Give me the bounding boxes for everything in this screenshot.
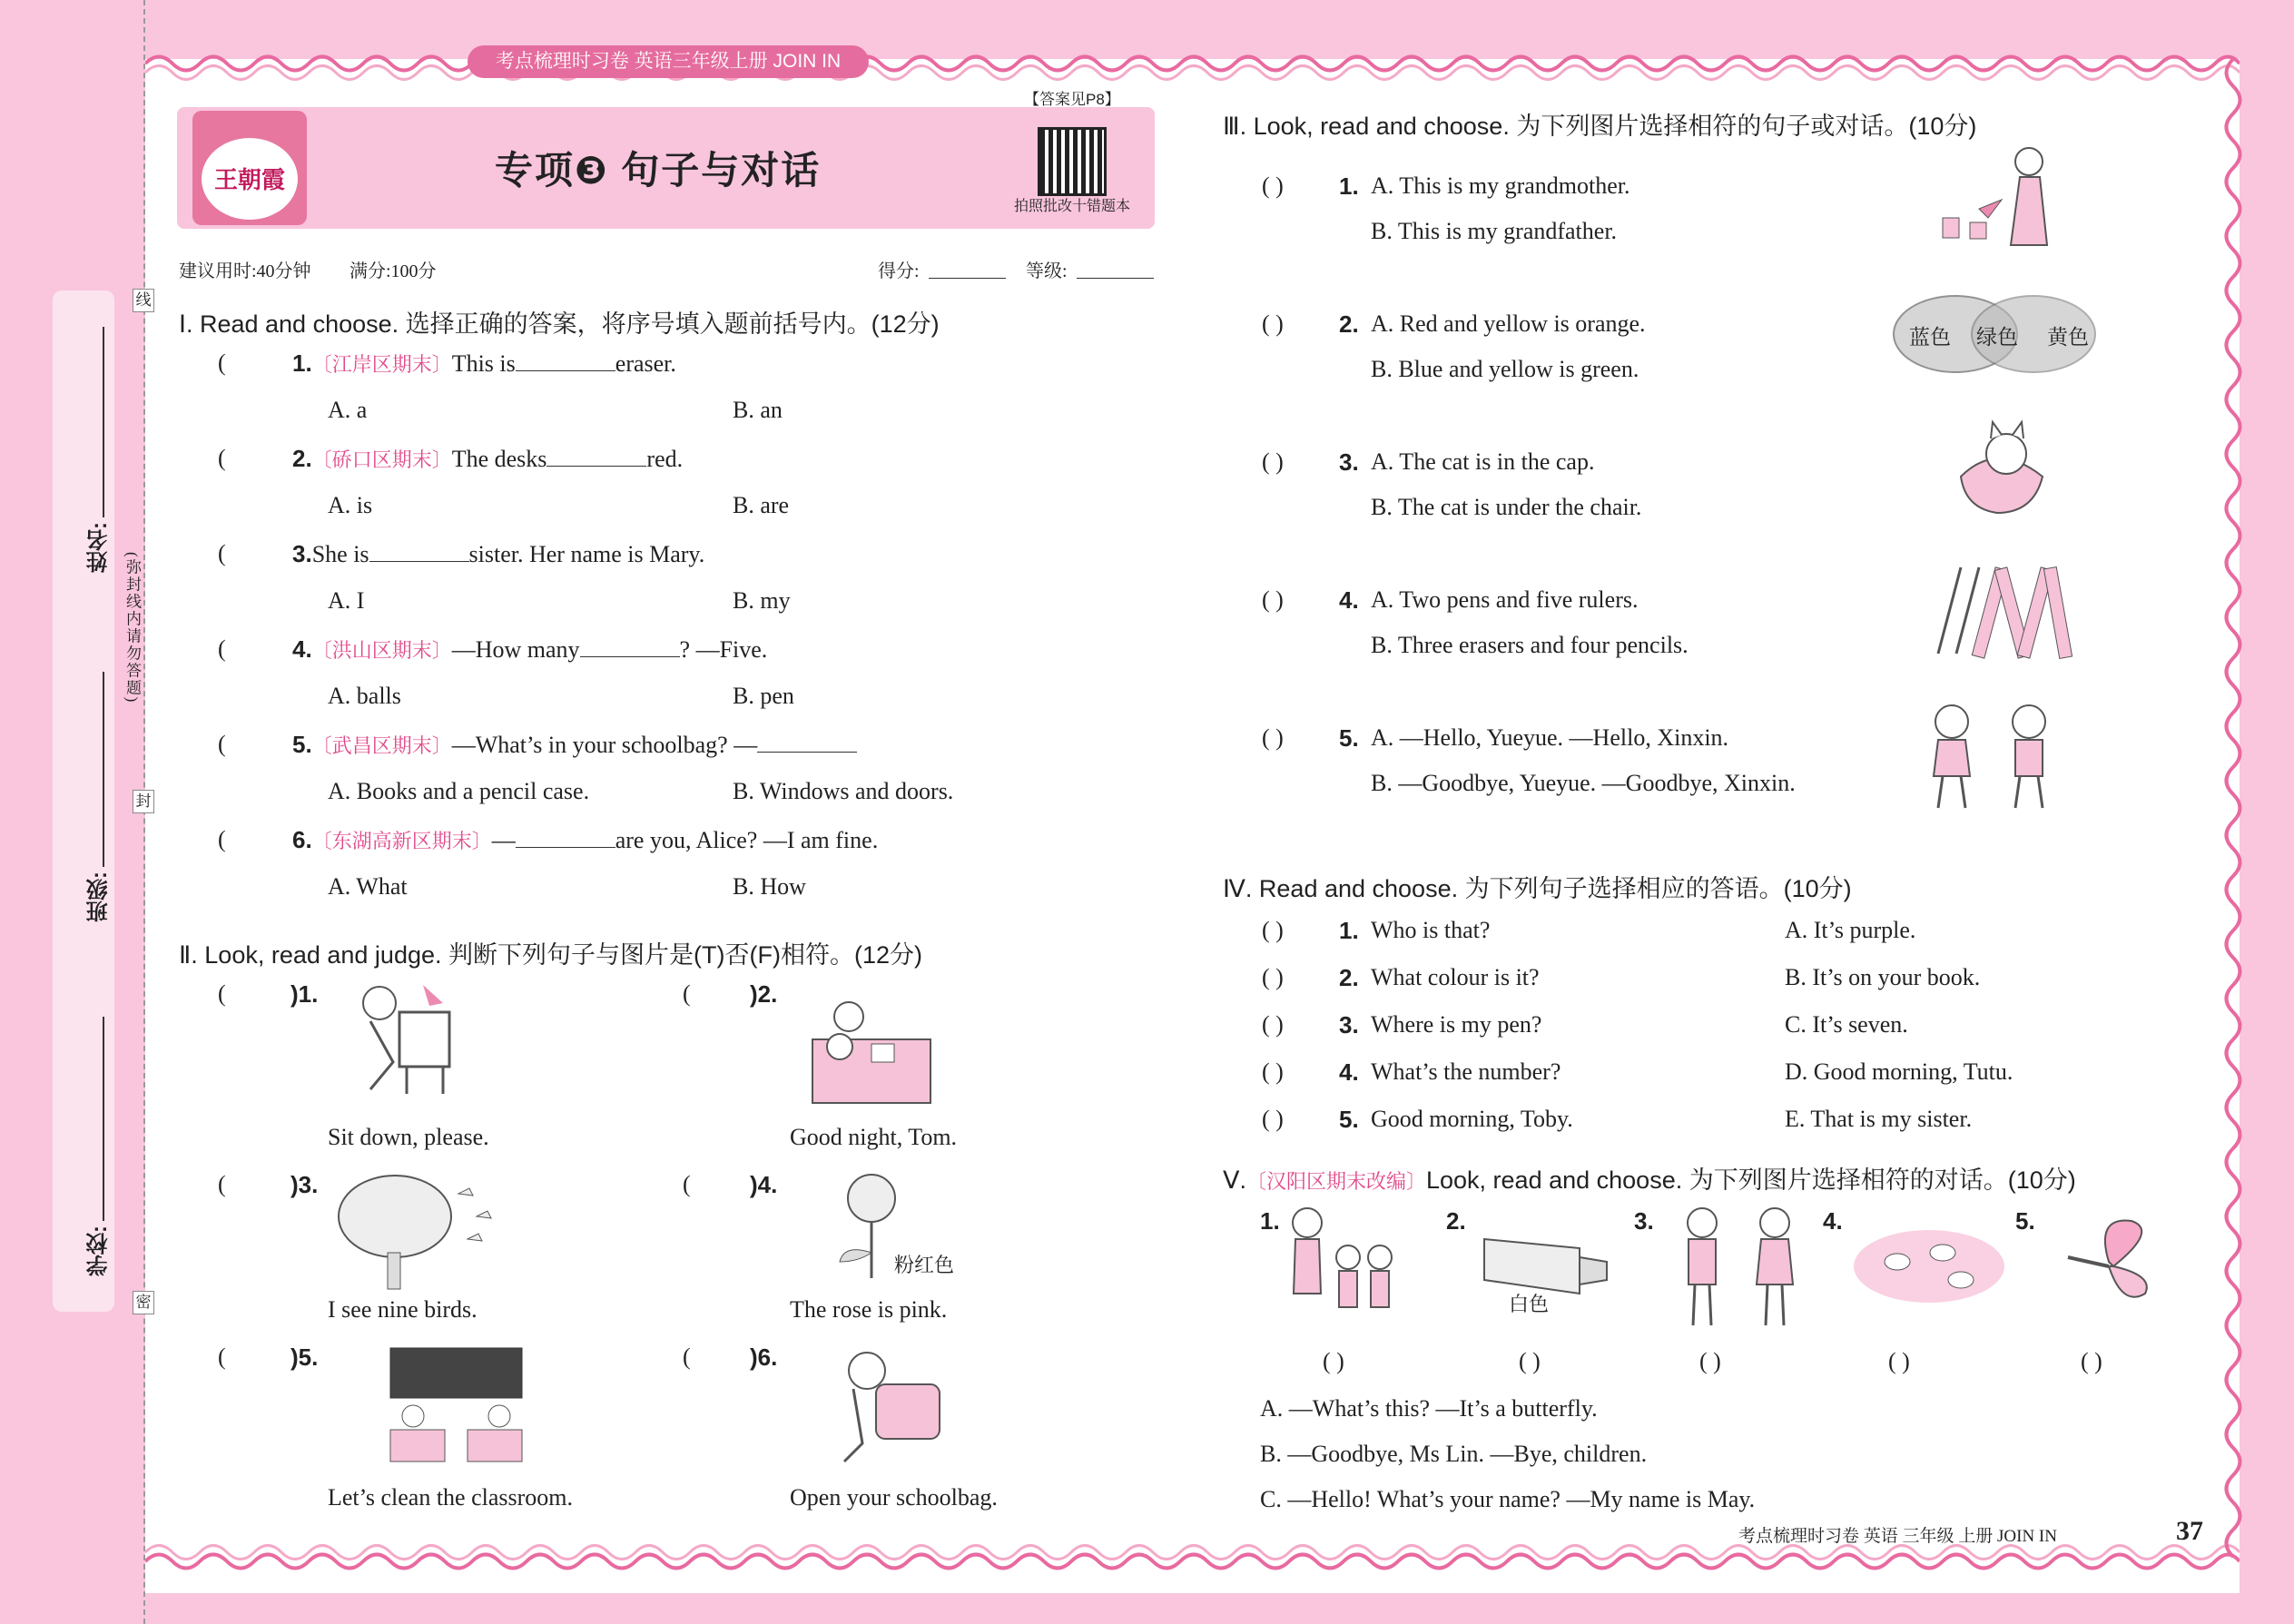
option-a: A. a xyxy=(328,397,368,423)
seal-mark-secret: 密 xyxy=(133,1291,154,1314)
question-number: 1. xyxy=(292,349,312,377)
question-number: 3. xyxy=(292,540,312,567)
question-number: 4. xyxy=(1339,586,1359,614)
bedtime-picture xyxy=(808,994,935,1107)
classroom-picture xyxy=(381,1343,531,1466)
fill-in-blank[interactable] xyxy=(369,541,469,562)
answer-bracket[interactable]: ( xyxy=(218,731,226,757)
option-b: B. pen xyxy=(733,683,794,709)
option-a: A. What xyxy=(328,873,408,900)
dialogue-option: B. —Goodbye, Ms Lin. —Bye, children. xyxy=(1260,1441,1648,1467)
score-field[interactable] xyxy=(929,278,1006,279)
picture-caption: Let’s clean the classroom. xyxy=(328,1484,574,1511)
answer-bracket[interactable]: ( xyxy=(218,349,226,376)
question-line xyxy=(292,540,704,568)
question-text: What colour is it? xyxy=(1371,964,1540,990)
venn-green-label: 绿色 xyxy=(1976,326,2018,349)
answer-bracket[interactable]: ( ) xyxy=(1888,1348,1910,1374)
question-number: 5. xyxy=(1339,1106,1359,1133)
question-number: 3. xyxy=(1339,448,1359,476)
question-number: 2. xyxy=(292,445,312,472)
question-source: 〔硚口区期末〕 xyxy=(311,448,452,471)
option-b: B. Windows and doors. xyxy=(733,778,954,804)
suggested-time: 建议用时:40分钟 xyxy=(179,261,311,281)
option-b: B. How xyxy=(733,873,806,900)
option-b: B. —Goodbye, Yueyue. —Goodbye, Xinxin. xyxy=(1371,770,1796,796)
dialogue-option: A. —What’s this? —It’s a butterfly. xyxy=(1260,1395,1598,1422)
question-number: )3. xyxy=(290,1171,319,1198)
school-line[interactable] xyxy=(103,1017,104,1221)
series-header-tab: 考点梳理时习卷 英语三年级上册 JOIN IN xyxy=(468,45,869,78)
picture-number: 5. xyxy=(2015,1207,2035,1235)
option-a: A. is xyxy=(328,492,373,518)
question-text-pre: She is xyxy=(311,541,369,567)
answer-bracket[interactable]: ( ) xyxy=(1262,310,1284,337)
student-info-sidebar xyxy=(53,290,114,1312)
answer-bracket[interactable]: ( ) xyxy=(1262,172,1284,199)
butterfly-picture xyxy=(2059,1216,2163,1312)
picture-caption: Good night, Tom. xyxy=(790,1124,958,1150)
question-text-post: are you, Alice? —I am fine. xyxy=(615,827,879,853)
score-label: 得分: xyxy=(878,261,920,281)
right-wave-border xyxy=(2215,59,2251,1566)
question-text-pre: — xyxy=(491,827,516,853)
tf-bracket[interactable]: ( xyxy=(683,1343,691,1370)
fill-in-blank[interactable] xyxy=(757,732,857,753)
question-line xyxy=(292,445,683,473)
cat-in-cap-picture xyxy=(1947,413,2052,517)
option-b: B. The cat is under the chair. xyxy=(1371,494,1642,520)
answer-bracket[interactable]: ( ) xyxy=(1262,1106,1284,1132)
answer-choice: B. It’s on your book. xyxy=(1785,964,1981,990)
answer-bracket[interactable]: ( ) xyxy=(1699,1348,1721,1374)
class-line[interactable] xyxy=(103,672,104,867)
question-text-pre: —What’s in your schoolbag? — xyxy=(451,732,758,758)
option-a: A. —Hello, Yueyue. —Hello, Xinxin. xyxy=(1371,724,1729,751)
tf-bracket[interactable]: ( xyxy=(218,1343,226,1370)
question-number: )6. xyxy=(750,1343,778,1371)
fill-in-blank[interactable] xyxy=(546,446,646,467)
question-number: 5. xyxy=(1339,724,1359,752)
children-greeting-picture xyxy=(1911,699,2074,812)
page-title: 专项❸ 句子与对话 xyxy=(495,149,822,192)
pens-rulers-picture xyxy=(1920,563,2074,663)
question-text: Who is that? xyxy=(1371,917,1491,943)
option-a: A. The cat is in the cap. xyxy=(1371,448,1595,475)
question-text-post: sister. Her name is Mary. xyxy=(468,541,705,567)
question-number: )5. xyxy=(290,1343,319,1371)
no-answer-note: (弥封线内请勿答题) xyxy=(123,552,141,704)
answer-bracket[interactable]: ( xyxy=(218,635,226,662)
question-number: 2. xyxy=(1339,964,1359,991)
tf-bracket[interactable]: ( xyxy=(218,1171,226,1197)
answer-bracket[interactable]: ( ) xyxy=(1262,586,1284,613)
option-a: A. balls xyxy=(328,683,401,709)
tf-bracket[interactable]: ( xyxy=(218,980,226,1007)
seal-mark-seal: 封 xyxy=(133,790,154,813)
picture-number: 4. xyxy=(1823,1207,1843,1235)
question-number: )1. xyxy=(290,980,319,1008)
answer-bracket[interactable]: ( ) xyxy=(1519,1348,1541,1374)
answer-choice: A. It’s purple. xyxy=(1785,917,1916,943)
tf-bracket[interactable]: ( xyxy=(683,980,691,1007)
section5-roman: Ⅴ. xyxy=(1223,1166,1246,1194)
answer-bracket[interactable]: ( ) xyxy=(1262,964,1284,990)
answer-bracket[interactable]: ( ) xyxy=(2081,1348,2102,1374)
section2-heading: Ⅱ. Look, read and judge. 判断下列句子与图片是(T)否(F)相符。(12分) xyxy=(179,941,922,969)
grade-field[interactable] xyxy=(1077,278,1154,279)
section1-heading: Ⅰ. Read and choose. 选择正确的答案，将序号填入题前括号内。(12分) xyxy=(179,310,940,338)
question-text-pre: This is xyxy=(451,350,516,377)
option-b: B. my xyxy=(733,587,791,614)
grade-label: 等级: xyxy=(1026,261,1068,281)
question-line xyxy=(292,635,767,664)
picture-caption: I see nine birds. xyxy=(328,1296,478,1323)
question-number: 6. xyxy=(292,826,312,853)
question-source: 〔东湖高新区期末〕 xyxy=(311,830,492,852)
answer-bracket[interactable]: ( ) xyxy=(1262,917,1284,943)
question-text-pre: The desks xyxy=(451,446,547,472)
tf-bracket[interactable]: ( xyxy=(683,1171,691,1197)
full-score: 满分:100分 xyxy=(350,261,437,281)
answer-bracket[interactable]: ( xyxy=(218,540,226,566)
question-text: What’s the number? xyxy=(1371,1058,1561,1085)
tiger-sitting-picture xyxy=(343,980,470,1098)
picture-number: 2. xyxy=(1446,1207,1466,1235)
goodbye-teacher-picture xyxy=(1675,1203,1811,1330)
qr-code-icon[interactable] xyxy=(1038,127,1107,196)
question-source: 〔洪山区期末〕 xyxy=(311,639,452,662)
fill-in-blank[interactable] xyxy=(516,827,615,848)
question-text-post: eraser. xyxy=(615,350,676,377)
question-source: 〔武昌区期末〕 xyxy=(311,734,452,757)
option-b: B. are xyxy=(733,492,790,518)
question-number: 1. xyxy=(1339,172,1359,200)
schoolbag-picture xyxy=(826,1343,953,1466)
option-a: A. Two pens and five rulers. xyxy=(1371,586,1639,613)
section3-heading: Ⅲ. Look, read and choose. 为下列图片选择相符的句子或对话。(10分) xyxy=(1223,113,1977,140)
section5-heading: Look, read and choose. 为下列图片选择相符的对话。(10分) xyxy=(1426,1166,2076,1194)
option-a: A. Books and a pencil case. xyxy=(328,778,590,804)
question-number: 3. xyxy=(1339,1011,1359,1038)
option-a: A. I xyxy=(328,587,365,614)
answer-bracket[interactable]: ( ) xyxy=(1262,448,1284,475)
picture-caption: Open your schoolbag. xyxy=(790,1484,998,1511)
answer-bracket[interactable]: ( xyxy=(218,826,226,852)
picture-number: 1. xyxy=(1260,1207,1280,1235)
name-label: 姓名: xyxy=(87,522,112,573)
option-b: B. Three erasers and four pencils. xyxy=(1371,632,1689,658)
option-a: A. Red and yellow is orange. xyxy=(1371,310,1646,337)
bottom-wave-border xyxy=(145,1543,2240,1580)
name-line[interactable] xyxy=(103,327,104,517)
question-text: Good morning, Toby. xyxy=(1371,1106,1573,1132)
section5-heading-line xyxy=(1223,1160,2076,1196)
seal-mark-line: 线 xyxy=(133,289,154,312)
answer-choice: E. That is my sister. xyxy=(1785,1106,1973,1132)
page-number: 37 xyxy=(2176,1516,2203,1546)
question-text-pre: —How many xyxy=(451,636,580,663)
question-number: 4. xyxy=(1339,1058,1359,1086)
answer-bracket[interactable]: ( ) xyxy=(1262,1011,1284,1038)
question-number: )2. xyxy=(750,980,778,1008)
grandmother-watering-picture xyxy=(1938,145,2056,254)
question-line xyxy=(292,731,857,759)
school-label: 学校: xyxy=(87,1225,112,1276)
question-number: 2. xyxy=(1339,310,1359,338)
option-b: B. This is my grandfather. xyxy=(1371,218,1618,244)
option-b: B. an xyxy=(733,397,783,423)
picture-number: 3. xyxy=(1634,1207,1654,1235)
white-color-label: 白色 xyxy=(1509,1293,1550,1315)
top-wave-border xyxy=(145,45,2240,82)
venn-blue-label: 蓝色 xyxy=(1909,326,1951,349)
section4-heading: Ⅳ. Read and choose. 为下列句子选择相应的答语。(10分) xyxy=(1223,875,1852,902)
dialogue-option: C. —Hello! What’s your name? —My name is May. xyxy=(1260,1486,1756,1512)
hello-children-picture xyxy=(1285,1203,1407,1334)
question-number: 5. xyxy=(292,731,312,758)
section5-source: 〔汉阳区期末改编〕 xyxy=(1245,1170,1426,1193)
rose-color-label: 粉红色 xyxy=(894,1254,955,1276)
qr-caption: 拍照批改十错题本 xyxy=(1014,199,1131,214)
answer-bracket[interactable]: ( xyxy=(218,445,226,471)
answer-choice: D. Good morning, Tutu. xyxy=(1785,1058,2013,1085)
answer-bracket[interactable]: ( ) xyxy=(1262,724,1284,751)
footer-series-text: 考点梳理时习卷 英语 三年级 上册 JOIN IN xyxy=(1738,1527,2057,1546)
question-text-post: ? —Five. xyxy=(679,636,768,663)
answer-reference: 【答案见P8】 xyxy=(1024,91,1120,108)
fill-in-blank[interactable] xyxy=(516,350,615,371)
question-number: 1. xyxy=(1339,917,1359,944)
answer-bracket[interactable]: ( ) xyxy=(1262,1058,1284,1085)
option-b: B. Blue and yellow is green. xyxy=(1371,356,1639,382)
question-source: 〔江岸区期末〕 xyxy=(311,353,452,376)
picture-caption: Sit down, please. xyxy=(328,1124,489,1150)
option-a: A. This is my grandmother. xyxy=(1371,172,1630,199)
tree-birds-picture xyxy=(331,1166,504,1294)
animals-field-picture xyxy=(1852,1225,2006,1307)
question-line xyxy=(292,349,676,378)
question-text: Where is my pen? xyxy=(1371,1011,1542,1038)
class-label: 班级: xyxy=(87,871,112,922)
picture-caption: The rose is pink. xyxy=(790,1296,948,1323)
question-number: )4. xyxy=(750,1171,778,1198)
question-text-post: red. xyxy=(646,446,684,472)
answer-choice: C. It’s seven. xyxy=(1785,1011,1908,1038)
question-line xyxy=(292,826,878,854)
venn-yellow-label: 黄色 xyxy=(2047,326,2089,349)
answer-bracket[interactable]: ( ) xyxy=(1323,1348,1344,1374)
question-number: 4. xyxy=(292,635,312,663)
logo-text: 王朝霞 xyxy=(213,167,285,193)
fill-in-blank[interactable] xyxy=(580,636,680,657)
